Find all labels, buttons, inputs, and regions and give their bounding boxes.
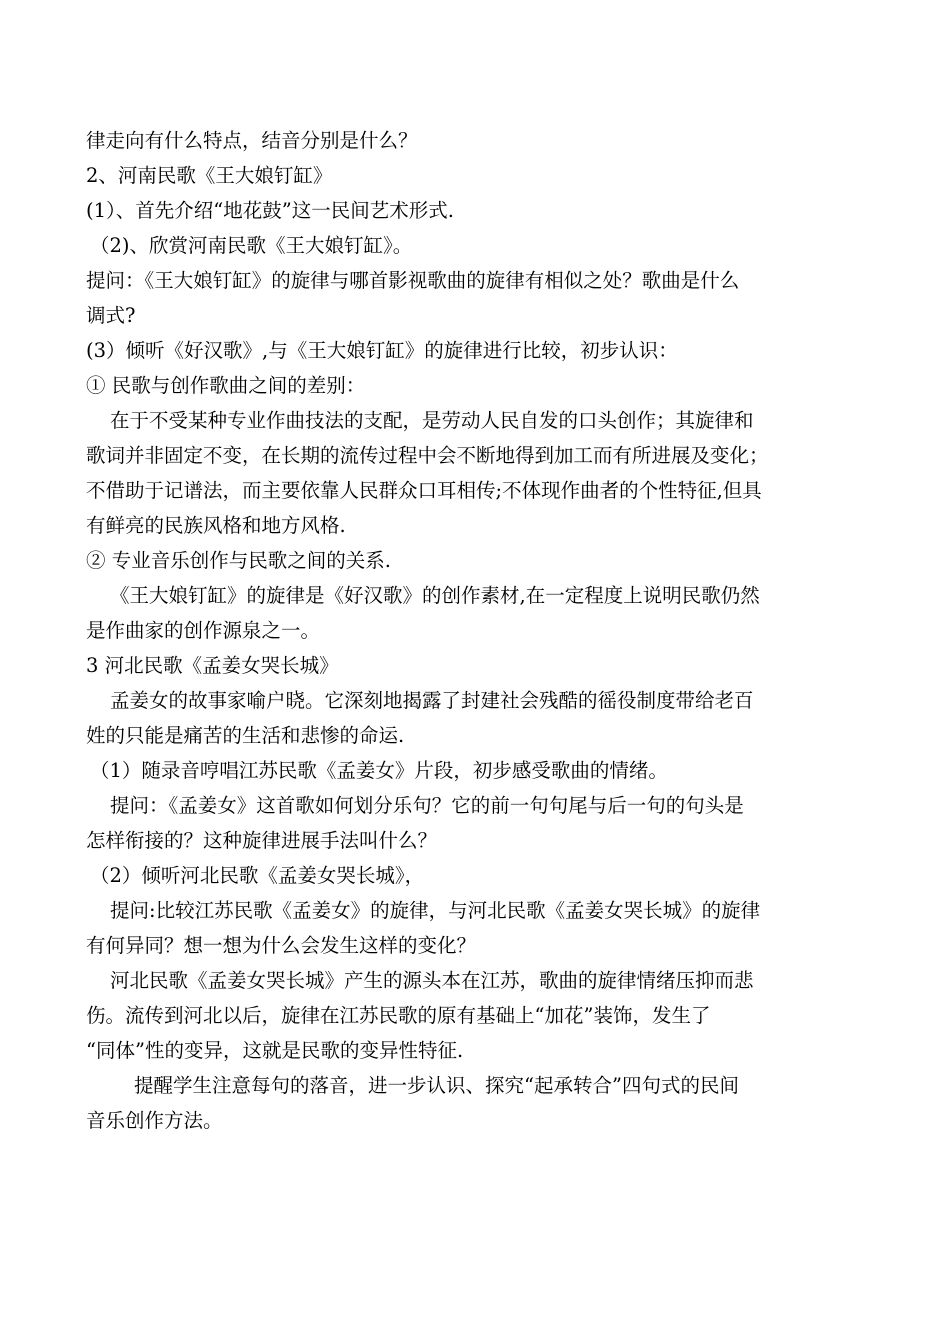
text-line: 有鲜亮的民族风格和地方风格. bbox=[86, 514, 346, 537]
text-line: 孟姜女的故事家喻户晓。它深刻地揭露了封建社会残酷的徭役制度带给老百 bbox=[110, 689, 754, 712]
text-line: （2）倾听河北民歌《孟姜女哭长城》， bbox=[90, 864, 425, 887]
text-line: 提醒学生注意每句的落音，进一步认识、探究“起承转合”四句式的民间 bbox=[134, 1074, 739, 1097]
text-line: 律走向有什么特点，结音分别是什么？ bbox=[86, 129, 418, 152]
text-line: 是作曲家的创作源泉之一。 bbox=[86, 619, 321, 642]
section-heading-2: 2、河南民歌《王大娘钉缸》 bbox=[86, 164, 333, 187]
text-line: 河北民歌《孟姜女哭长城》产生的源头本在江苏，歌曲的旋律情绪压抑而悲 bbox=[110, 969, 754, 992]
text-line: (1）、首先介绍“地花鼓”这一民间艺术形式. bbox=[86, 199, 454, 222]
text-line: 姓的只能是痛苦的生活和悲惨的命运. bbox=[86, 724, 405, 747]
text-line: 提问：《王大娘钉缸》的旋律与哪首影视歌曲的旋律有相似之处？歌曲是什么 bbox=[86, 269, 740, 292]
text-line: （1）随录音哼唱江苏民歌《孟姜女》片段，初步感受歌曲的情绪。 bbox=[90, 759, 668, 782]
text-line: ① 民歌与创作歌曲之间的差别： bbox=[86, 374, 366, 397]
document-page bbox=[86, 123, 866, 1138]
text-line: （2)、欣赏河南民歌《王大娘钉缸》。 bbox=[90, 234, 413, 257]
text-line: 提问：《孟姜女》这首歌如何划分乐句？它的前一句句尾与后一句的句头是 bbox=[110, 794, 744, 817]
text-line: 音乐创作方法。 bbox=[86, 1109, 223, 1132]
text-line: 提问:比较江苏民歌《孟姜女》的旋律，与河北民歌《孟姜女哭长城》的旋律 bbox=[110, 899, 761, 922]
text-line: 调式? bbox=[86, 304, 136, 327]
text-line: (3）倾听《好汉歌》,与《王大娘钉缸》的旋律进行比较，初步认识： bbox=[86, 339, 678, 362]
text-line: 歌词并非固定不变，在长期的流传过程中会不断地得到加工而有所进展及变化； bbox=[86, 444, 769, 467]
text-line: “同体”性的变异，这就是民歌的变异性特征. bbox=[86, 1039, 464, 1062]
text-line: 伤。流传到河北以后，旋律在江苏民歌的原有基础上“加花”装饰，发生了 bbox=[86, 1004, 711, 1027]
text-line: 在于不受某种专业作曲技法的支配，是劳动人民自发的口头创作；其旋律和 bbox=[110, 409, 754, 432]
section-heading-3: 3 河北民歌《孟姜女哭长城》 bbox=[86, 654, 339, 677]
text-line: ② 专业音乐创作与民歌之间的关系. bbox=[86, 549, 391, 572]
text-line: 《王大娘钉缸》的旋律是《好汉歌》的创作素材,在一定程度上说明民歌仍然 bbox=[110, 584, 760, 607]
text-line: 有何异同？想一想为什么会发生这样的变化？ bbox=[86, 934, 477, 957]
text-line: 怎样衔接的？这种旋律进展手法叫什么？ bbox=[86, 829, 438, 852]
text-line: 不借助于记谱法，而主要依靠人民群众口耳相传;不体现作曲者的个性特征,但具 bbox=[86, 479, 762, 502]
